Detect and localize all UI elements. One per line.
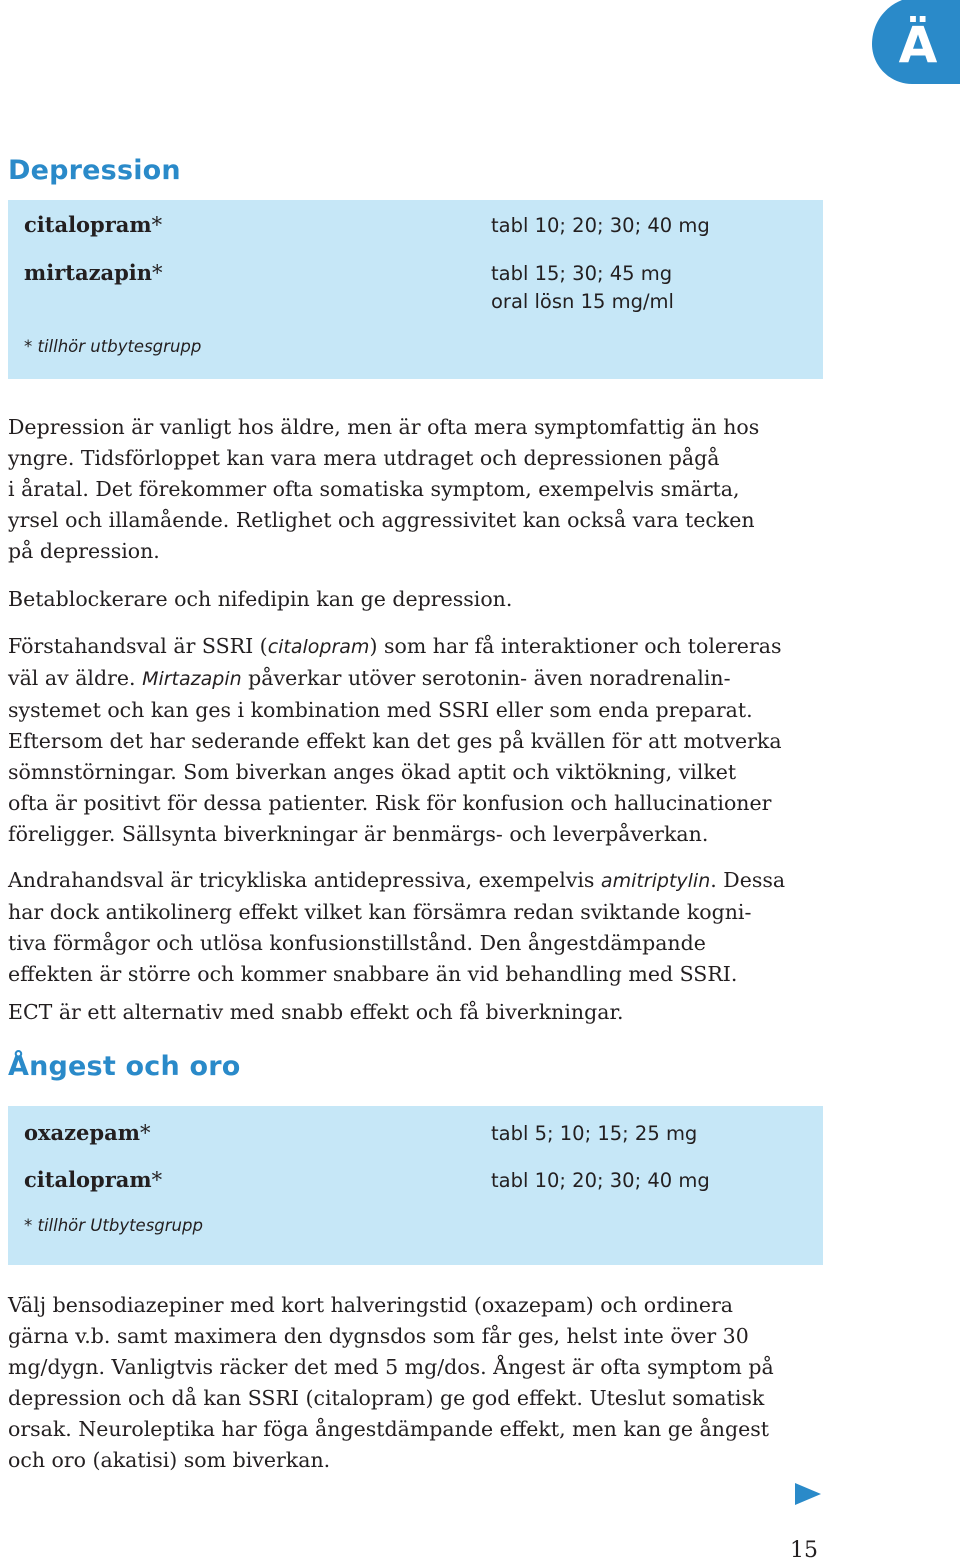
tab-badge-shape <box>870 0 960 84</box>
depression-heading: Depression <box>8 155 181 186</box>
paragraph-depression-intro: Depression är vanligt hos äldre, men är ofta mera symptomfattig än hos yngre. Tidsförloppet kan vara mera utdraget och depressionen pågå i åratal. Det förekommer ofta somatiska symptom, exempelvis smärta, yrsel och illamående. Retlighet och aggressivitet kan också vara tecken på depression. <box>8 415 760 563</box>
tab-letter: Ä <box>898 16 938 74</box>
anxiety-drug-box <box>8 1106 823 1265</box>
drug-dose: tabl 5; 10; 15; 25 mg <box>491 1122 698 1145</box>
depression-drug-box <box>8 200 823 379</box>
drug-name: citalopram* <box>24 1167 163 1192</box>
anxiety-heading: Ångest och oro <box>8 1051 241 1082</box>
drug-dose: tabl 15; 30; 45 mg oral lösn 15 mg/ml <box>491 262 674 313</box>
paragraph-second-choice: Andrahandsval är tricykliska antidepressiva, exempelvis amitriptylin. Dessa har dock antikolinerg effekt vilket kan försämra redan sviktande kogni- tiva förmågor och utlösa konfusionstillstånd. Den ångestdämpande effekten är större och kommer snabbare än vid behandling med SSRI. <box>8 868 786 986</box>
paragraph-anxiety: Välj bensodiazepiner med kort halveringstid (oxazepam) och ordinera gärna v.b. samt maximera den dygnsdos som får ges, helst inte över 30 mg/dygn. Vanligtvis räcker det med 5 mg/dos. Ångest är ofta symptom på depression och då kan SSRI (citalopram) ge god effekt. Uteslut somatisk orsak. Neuroleptika har föga ångestdämpande effekt, men kan ge ångest och oro (akatisi) som biverkan. <box>8 1293 774 1472</box>
drug-name: oxazepam* <box>24 1120 151 1145</box>
paragraph-betablockers: Betablockerare och nifedipin kan ge depression. <box>8 587 513 611</box>
drug-dose: tabl 10; 20; 30; 40 mg <box>491 214 710 237</box>
drug-name: mirtazapin* <box>24 260 163 285</box>
next-page-arrow-icon <box>795 1483 821 1505</box>
section-tab-badge <box>870 0 960 84</box>
page-number: 15 <box>790 1538 818 1563</box>
drug-name: citalopram* <box>24 212 163 237</box>
paragraph-first-choice: Förstahandsval är SSRI (citalopram) som har få interaktioner och tolereras väl av äldre. Mirtazapin påverkar utöver serotonin- även noradrenalin- systemet och kan ges i kombination med SSRI eller som enda preparat. Eftersom det har sederande effekt kan det ges på kvällen för att motverka sömnstörningar. Som biverkan anges ökad aptit och viktökning, vilket ofta är positivt för dessa patienter. Risk för konfusion och hallucinationer föreligger. Sällsynta biverkningar är benmärgs- och leverpåverkan. <box>8 634 782 846</box>
drug-dose: tabl 10; 20; 30; 40 mg <box>491 1169 710 1192</box>
paragraph-ect: ECT är ett alternativ med snabb effekt och få biverkningar. <box>8 1000 624 1024</box>
substitution-group-note: * tillhör utbytesgrupp <box>24 337 202 356</box>
substitution-group-note: * tillhör Utbytesgrupp <box>24 1216 203 1235</box>
